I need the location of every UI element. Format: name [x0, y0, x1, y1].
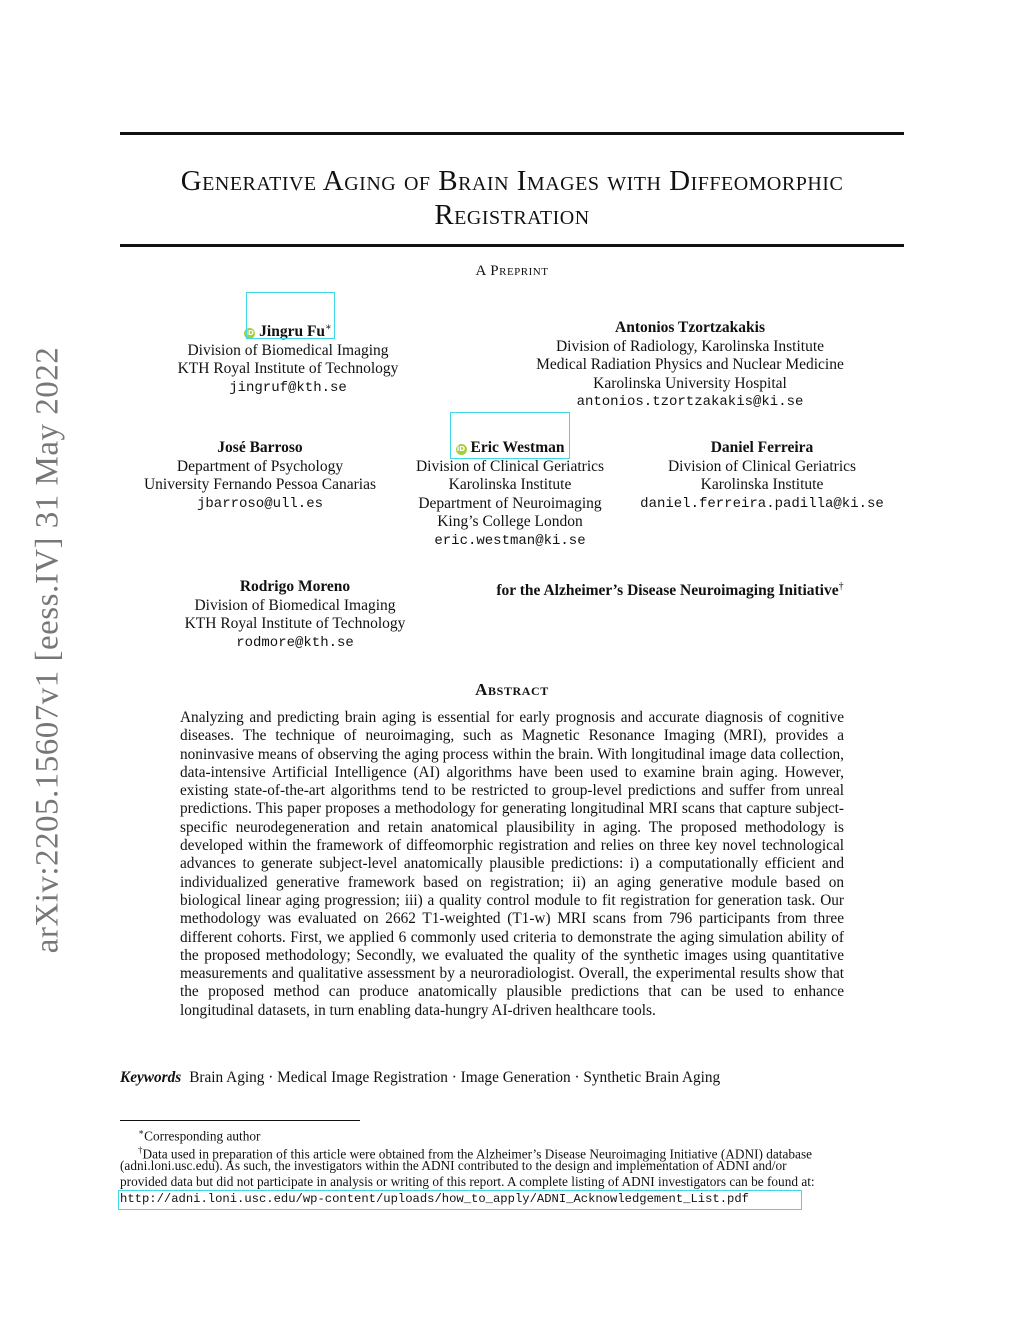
link-highlight-box[interactable]: [450, 412, 570, 459]
orcid-icon[interactable]: iD: [456, 445, 466, 453]
author-affiliation: Department of Psychology: [176, 457, 344, 475]
author-name: Daniel Ferreira: [710, 439, 814, 456]
author-affiliation: Division of Clinical Geriatrics: [667, 457, 857, 475]
author-affiliation: Karolinska Institute: [448, 476, 572, 493]
author-block-moreno: [155, 578, 435, 652]
author-name[interactable]: Eric Westman: [470, 439, 565, 456]
footnote-adni-line3: provided data but did not participate in analysis or writing of this report. A complete listing of ADNI investigators can be found at:: [120, 1174, 815, 1189]
footnote-adni-line2: (adni.loni.usc.edu). As such, the investigators within the ADNI contributed to the design and implementation of ADNI and/or: [120, 1158, 787, 1173]
author-marker: ∗: [325, 322, 332, 333]
footnote-text: Corresponding author: [144, 1128, 261, 1144]
author-name: José Barroso: [217, 439, 303, 456]
author-block-tzortzakakis: [500, 319, 880, 412]
keywords-label: Keywords: [120, 1069, 182, 1086]
author-email[interactable]: antonios.tzortzakakis@ki.se: [576, 394, 804, 410]
author-affiliation: Karolinska University Hospital: [593, 374, 787, 392]
adni-acknowledgement-link[interactable]: http://adni.loni.usc.edu/wp-content/uploads/how_to_apply/ADNI_Acknowledgement_List.pdf: [120, 1192, 749, 1206]
title-rule-bottom: [120, 244, 904, 247]
author-affiliation: Department of Neuroimaging: [418, 494, 602, 512]
abstract-heading: Abstract: [475, 680, 549, 699]
author-email[interactable]: rodmore@kth.se: [236, 634, 354, 651]
title-rule-top: [120, 132, 904, 135]
author-affiliation: Division of Radiology, Karolinska Institute: [555, 337, 825, 355]
author-marker: †: [838, 581, 844, 592]
author-affiliation: Division of Biomedical Imaging: [194, 596, 396, 614]
abstract-body: Analyzing and predicting brain aging is essential for early prognosis and accurate diagnosis of cognitive diseases. The technique of neuroimaging, such as Magnetic Resonance Imaging (MRI), provides a noninvasive means of observing the aging process within the brain. With longitudinal image data collection, data-intensive Artificial Intelligence (AI) algorithms have been used to examine brain aging. However, existing state-of-the-art algorithms tend to be restricted to group-level predictions and suffer from unreal predictions. This paper proposes a methodology for generating longitudinal MRI scans that capture subject-specific neurodegeneration and retain anatomical plausibility in aging. The proposed methodology is developed within the framework of diffeomorphic registration and relies on three key novel technological advances to generate subject-level anatomically plausible predictions: i) a computationally efficient and individualized generative framework based on registration; ii) an aging generative module based on biological linear aging progression; iii) a quality control module to fit registration for generation task. Our methodology was evaluated on 2662 T1-weighted (T1-w) MRI scans from 796 participants from three different cohorts. First, we applied 6 commonly used criteria to demonstrate the aging simulation ability of the proposed methodology; Secondly, we evaluated the quality of the synthetic images using quantitative measurements and qualitative assessment by a neuroradiologist. Overall, the experimental results show that the proposed method can produce anatomically plausible predictions that can be used to enhance longitudinal datasets, in turn enabling data-hungry AI-driven healthcare tools.: [180, 709, 844, 1019]
author-affiliation: KTH Royal Institute of Technology: [177, 360, 399, 378]
author-affiliation: Division of Clinical Geriatrics: [415, 457, 605, 475]
author-email[interactable]: daniel.ferreira.padilla@ki.se: [640, 495, 884, 512]
footnote-rule: [120, 1120, 360, 1121]
keywords-text: Brain Aging · Medical Image Registration · Image Generation · Synthetic Brain Aging: [189, 1069, 721, 1086]
author-affiliation: Division of Biomedical Imaging: [187, 341, 389, 359]
keywords-line: [120, 1069, 720, 1087]
arxiv-sidebar-stamp: arXiv:2205.15607v1 [eess.IV] 31 May 2022: [29, 346, 66, 954]
author-name[interactable]: Jingru Fu: [259, 323, 326, 341]
paper-title-line2: Registration: [434, 199, 590, 231]
author-block-ferreira: [630, 439, 894, 513]
author-email[interactable]: jingruf@kth.se: [229, 379, 347, 396]
author-affiliation: KTH Royal Institute of Technology: [184, 615, 406, 632]
author-name: Rodrigo Moreno: [239, 578, 351, 595]
author-email[interactable]: eric.westman@ki.se: [434, 532, 586, 549]
orcid-icon[interactable]: iD: [245, 329, 254, 338]
author-name: for the Alzheimer’s Disease Neuroimaging Initiative: [496, 582, 839, 600]
paper-title-line1: Generative Aging of Brain Images with Diffeomorphic: [180, 165, 844, 197]
author-affiliation: Medical Radiation Physics and Nuclear Medicine: [536, 356, 844, 373]
author-affiliation: Karolinska Institute: [700, 476, 824, 493]
footnote-marker: †: [138, 1145, 143, 1155]
author-name: Antonios Tzortzakakis: [615, 319, 765, 336]
link-highlight-box[interactable]: [118, 1190, 802, 1210]
footnote-text: Data used in preparation of this article were obtained from the Alzheimer’s Disease Neuroimaging Initiative (ADNI) database: [142, 1146, 813, 1162]
author-affiliation: King’s College London: [437, 513, 583, 530]
author-block-adni: [460, 578, 880, 601]
preprint-label: A Preprint: [475, 263, 549, 279]
link-highlight-box[interactable]: [246, 292, 335, 339]
footnote-marker: ∗: [138, 1127, 145, 1137]
author-block-barroso: [120, 439, 400, 513]
author-affiliation: University Fernando Pessoa Canarias: [143, 476, 377, 493]
author-email[interactable]: jbarroso@ull.es: [196, 495, 324, 512]
